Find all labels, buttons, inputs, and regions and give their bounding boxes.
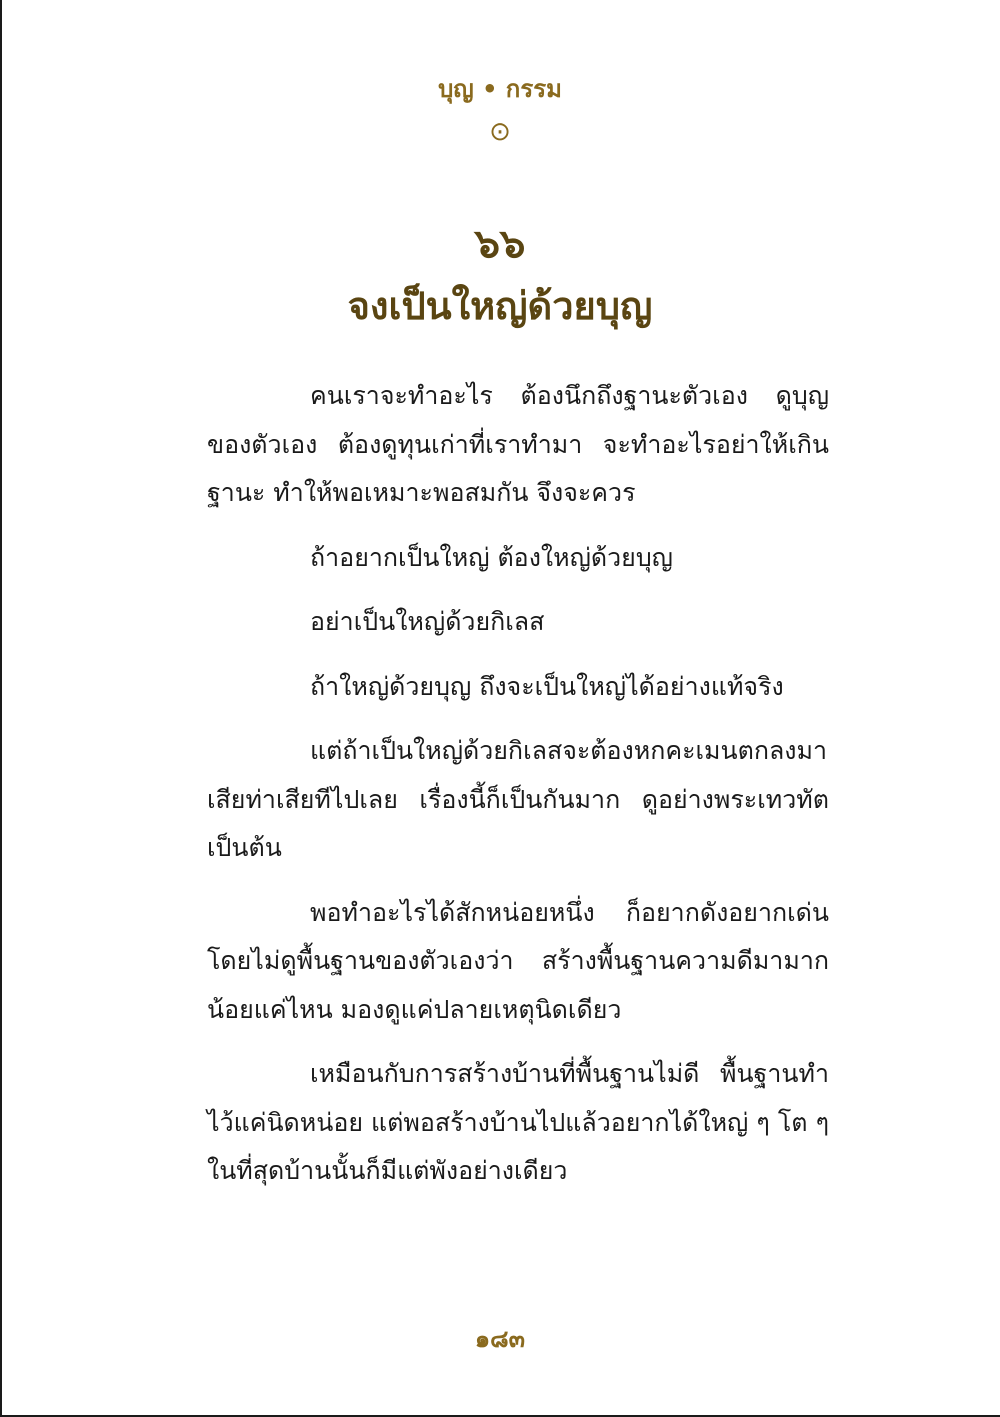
chapter-title: จงเป็นใหญ่ด้วยบุญ (347, 284, 653, 328)
paragraph: อย่าเป็นใหญ่ด้วยกิเลส (310, 607, 545, 636)
paragraph: แต่ถ้าเป็นใหญ่ด้วยกิเลสจะต้องหกคะเมนตกลงมา เสียท่าเสียทีไปเลย เรื่องนี้ก็เป็นกันมาก ดูอย่างพระเทวทัต เป็นต้น (207, 736, 829, 862)
page-number: ๑๘๓ (474, 1325, 526, 1353)
paragraph: ถ้าอยากเป็นใหญ่ ต้องใหญ่ด้วยบุญ (310, 542, 673, 572)
paragraph: เหมือนกับการสร้างบ้านที่พื้นฐานไม่ดี พื้นฐานทำไว้แค่นิดหน่อย แต่พอสร้างบ้านไปแล้วอยากได้ใหญ่ ๆ โต ๆ ในที่สุดบ้านนั้นก็มีแต่พังอย่างเดียว (207, 1059, 829, 1185)
chapter-number: ๖๖ (474, 221, 526, 267)
body-text (207, 372, 829, 1212)
circle-dot-ornament-icon: ⊙ (489, 117, 511, 147)
paragraph: คนเราจะทำอะไร ต้องนึกถึงฐานะตัวเอง ดูบุญของตัวเอง ต้องดูทุนเก่าที่เราทำมา จะทำอะไรอย่าให้เกินฐานะ ทำให้พอเหมาะพอสมกัน จึงจะควร (207, 381, 829, 507)
paragraph: ถ้าใหญ่ด้วยบุญ ถึงจะเป็นใหญ่ได้อย่างแท้จริง (310, 671, 784, 701)
paragraph: พอทำอะไรได้สักหน่อยหนึ่ง ก็อยากดังอยากเด่น โดยไม่ดูพื้นฐานของตัวเองว่า สร้างพื้นฐานความดีมามากน้อยแค่ไหน มองดูแค่ปลายเหตุนิดเดียว (207, 897, 829, 1024)
running-header: บุญ • กรรม (438, 75, 562, 103)
